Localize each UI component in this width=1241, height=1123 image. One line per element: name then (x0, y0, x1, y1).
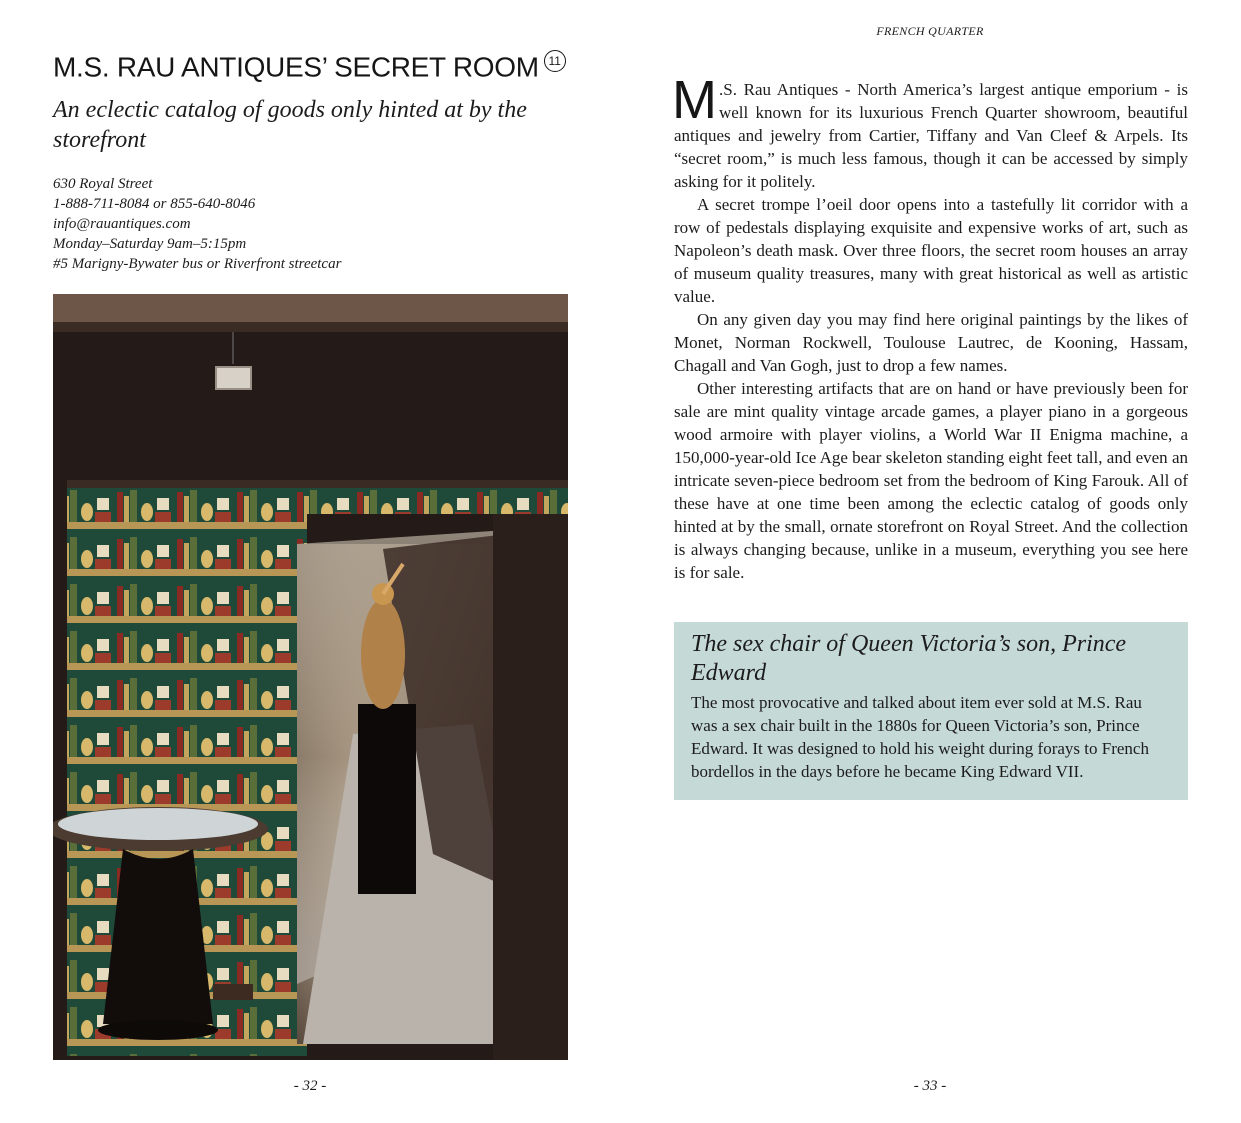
paragraph-1-text: .S. Rau Antiques - North America’s largest antique emporium - is well known for its luxurious French Quarter showroom, beautiful antiques and jewelry from Cartier, Tiffany and Van Cleef & Arpels. Its “secret room,” is much less famous, though it can be accessed by simply asking for it politely. (674, 80, 1188, 191)
drop-cap: M (672, 70, 717, 130)
article-subtitle: An eclectic catalog of goods only hinted at by the storefront (53, 97, 527, 153)
article-body (672, 70, 1188, 584)
sidebar-title: The sex chair of Queen Victoria’s son, Prince Edward (691, 631, 1127, 686)
photo-illustration (53, 294, 568, 1060)
article-title: M.S. RAU ANTIQUES’ SECRET ROOM (53, 51, 539, 83)
article-title-row (53, 50, 613, 90)
venue-email: info@rauantiques.com (53, 216, 191, 232)
sidebar-body: The most provocative and talked about item ever sold at M.S. Rau was a sex chair built in the 1880s for Queen Victoria’s son, Prince Edward. It was designed to hold his weight during forays to French bordellos in the days before he became King Edward VII. (691, 693, 1149, 781)
entry-number-badge: 11 (544, 50, 566, 72)
page-number-left: - 32 - (293, 1078, 327, 1094)
secret-room-photo (53, 294, 568, 1060)
sidebar-box (674, 622, 1188, 800)
paragraph-1 (672, 70, 1188, 193)
paragraph-4: Other interesting artifacts that are on hand or have previously been for sale are mint quality vintage arcade games, a player piano in a gorgeous wood armoire with player violins, a World War II Enigma machine, a 150,000-year-old Ice Age bear skeleton standing eight feet tall, and even an intricate seven-piece bedroom set from the bedroom of King Farouk. All of these have at one time been among the eclectic catalog of goods only hinted at by the small, ornate storefront on Royal Street. And the collection is always changing because, unlike in a museum, everything you see here is for sale. (674, 379, 1188, 582)
paragraph-2: A secret trompe l’oeil door opens into a tastefully lit corridor with a row of pedestals displaying exquisite and expensive works of art, such as Napoleon’s death mask. Over three floors, the secret room houses an array of museum quality treasures, many with great historical as well as artistic value. (674, 195, 1188, 306)
venue-details (53, 174, 573, 274)
paragraph-3: On any given day you may find here original paintings by the likes of Monet, Norman Rockwell, Toulouse Lautrec, de Kooning, Hassam, Chagall and Van Gogh, just to drop a few names. (674, 310, 1188, 375)
venue-phone: 1-888-711-8084 or 855-640-8046 (53, 196, 256, 212)
venue-hours: Monday–Saturday 9am–5:15pm (53, 236, 247, 252)
page-number-right: - 33 - (913, 1078, 947, 1094)
running-head: FRENCH QUARTER (876, 24, 984, 38)
venue-transit: #5 Marigny-Bywater bus or Riverfront streetcar (53, 256, 342, 272)
venue-address: 630 Royal Street (53, 176, 153, 192)
